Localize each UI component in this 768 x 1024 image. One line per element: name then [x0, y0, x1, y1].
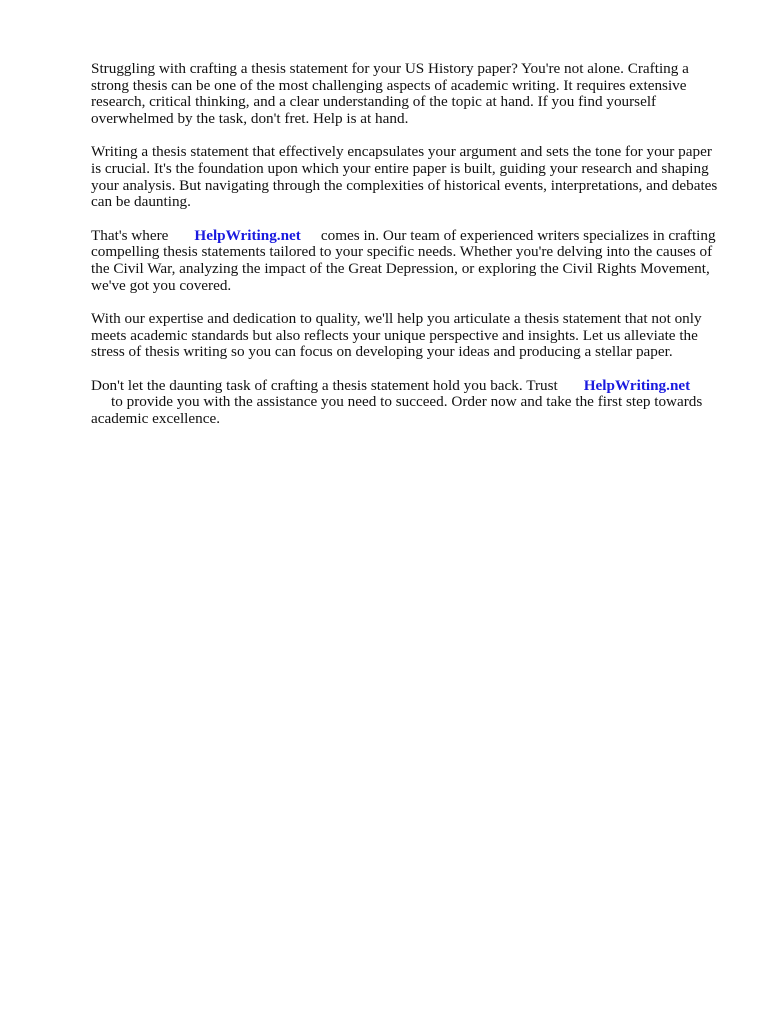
- service-intro-lead-text: That's where: [91, 226, 169, 244]
- thesis-importance-paragraph: Writing a thesis statement that effectively encapsulates your argument and sets the tone for your paper is crucial. It's the foundation upon which your entire paper is built, guiding your research and shaping your analysis. But navigating through the complexities of historical events, interpretations, and debates can be daunting.: [91, 143, 718, 211]
- service-intro-body-text: comes in. Our team of experienced writers specializes in crafting compelling thesis statements tailored to your specific needs. Whether you're delving into the causes of the Civil War, analyzing the impact of the Great Depression, or exploring the Civil Rights Movement, we've got you covered.: [91, 226, 716, 294]
- expertise-paragraph: With our expertise and dedication to quality, we'll help you articulate a thesis statement that not only meets academic standards but also reflects your unique perspective and insights. Let us alleviate the stress of thesis writing so you can focus on developing your ideas and producing a stellar paper.: [91, 309, 702, 361]
- call-to-action-lead-text: Don't let the daunting task of crafting a thesis statement hold you back. Trust: [91, 376, 558, 394]
- service-intro-paragraph: [91, 228, 721, 295]
- helpwriting-link[interactable]: HelpWriting.net: [194, 226, 301, 244]
- call-to-action-paragraph: [91, 378, 721, 428]
- intro-paragraph: Struggling with crafting a thesis statement for your US History paper? You're not alone. Crafting a strong thesis can be one of the most challenging aspects of academic writing. It requires extensive research, critical thinking, and a clear understanding of the topic at hand. If you find yourself overwhelmed by the task, don't fret. Help is at hand.: [91, 60, 689, 128]
- document-page: [91, 61, 721, 444]
- call-to-action-body-text: to provide you with the assistance you need to succeed. Order now and take the first step towards academic excellence.: [91, 393, 703, 427]
- helpwriting-link-cta[interactable]: HelpWriting.net: [583, 376, 691, 394]
